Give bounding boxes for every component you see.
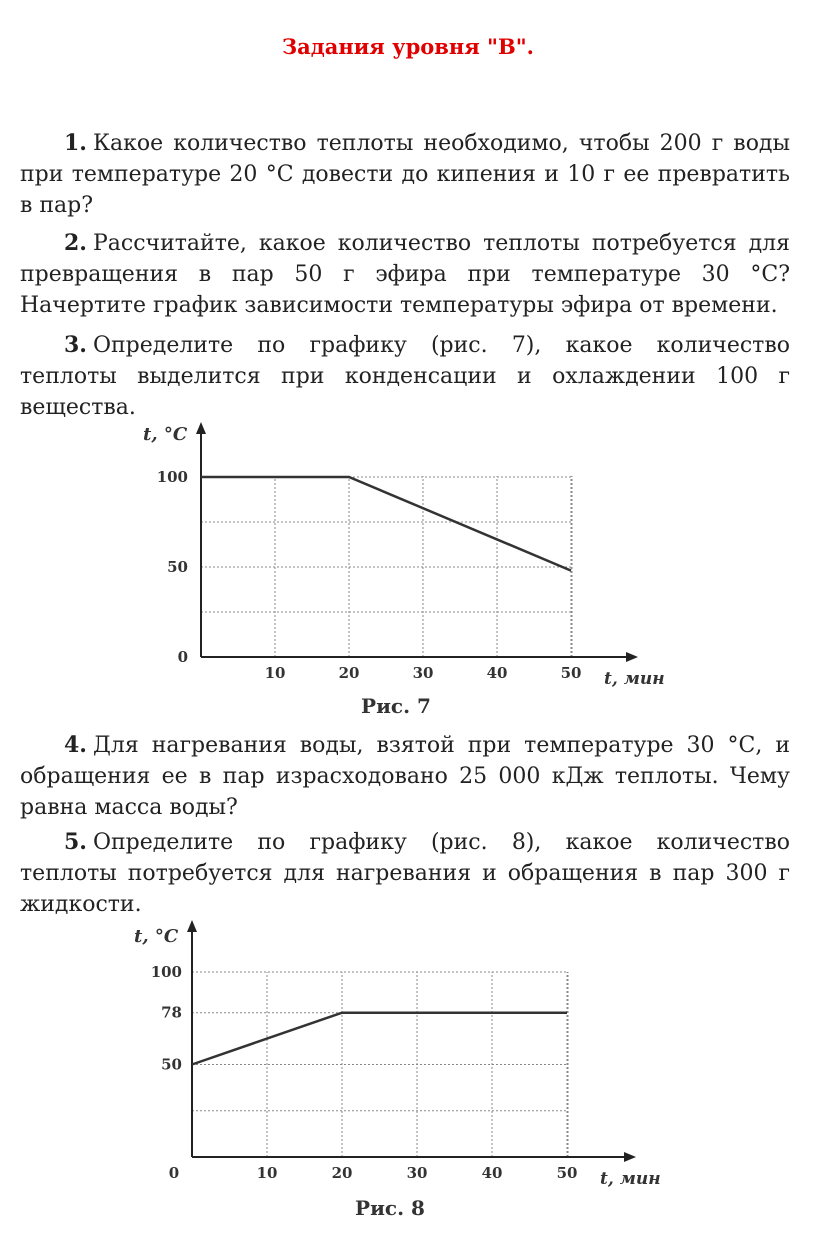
x-tick-label: 50 [560,664,582,682]
x-axis-label: t, мин [604,669,665,689]
figure-caption: Рис. 7 [361,694,431,718]
task-text: Какое количество теплоты необходимо, чтобы 200 г воды при температуре 20 °С довести до кипения и 10 г ее превратить в пар? [20,131,790,218]
x-tick-label: 40 [481,1164,503,1182]
figure-caption: Рис. 8 [355,1196,425,1220]
x-tick-label: 0 [168,1164,180,1182]
task-number: 1. [64,130,87,156]
x-tick-label: 10 [256,1164,278,1182]
y-tick-label: 100 [156,468,188,486]
x-axis-label: t, мин [600,1169,661,1189]
series-line [192,1013,567,1065]
y-axis-label: t, °С [134,926,179,947]
y-tick-label: 50 [167,558,188,576]
y-tick-label: 50 [161,1055,182,1074]
y-tick-label: 100 [150,963,182,981]
y-axis-arrow [187,920,197,932]
y-axis-label: t, °С [143,424,188,445]
x-tick-label: 40 [486,664,508,682]
x-axis-arrow [624,1152,636,1162]
task-text: Определите по графику (рис. 8), какое количество теплоты потребуется для нагревания и обращения в пар 300 г жидкости. [20,830,790,917]
task-text: Для нагревания воды, взятой при температуре 30 °С, и обращения ее в пар израсходовано 25 000 кДж теплоты. Чему равна масса воды? [20,733,790,820]
x-tick-label: 10 [264,664,286,682]
x-tick-label: 50 [556,1164,578,1182]
page-heading: Задания уровня "В". [282,34,534,59]
x-tick-label: 30 [412,664,434,682]
y-tick-label: 0 [177,648,188,666]
task-number: 2. [64,230,87,256]
task-number: 4. [64,732,87,758]
y-tick-label: 78 [161,1003,182,1022]
task-text: Рассчитайте, какое количество теплоты потребуется для превращения в пар 50 г эфира при температуре 30 °С? Начертите график зависимости температуры эфира от времени. [20,231,790,318]
x-tick-label: 30 [406,1164,428,1182]
task-number: 3. [64,332,87,358]
x-tick-label: 20 [338,664,360,682]
task-text: Определите по графику (рис. 7), какое количество теплоты выделится при конденсации и охлаждении 100 г вещества. [20,333,790,420]
task-number: 5. [64,829,87,855]
x-tick-label: 20 [331,1164,353,1182]
